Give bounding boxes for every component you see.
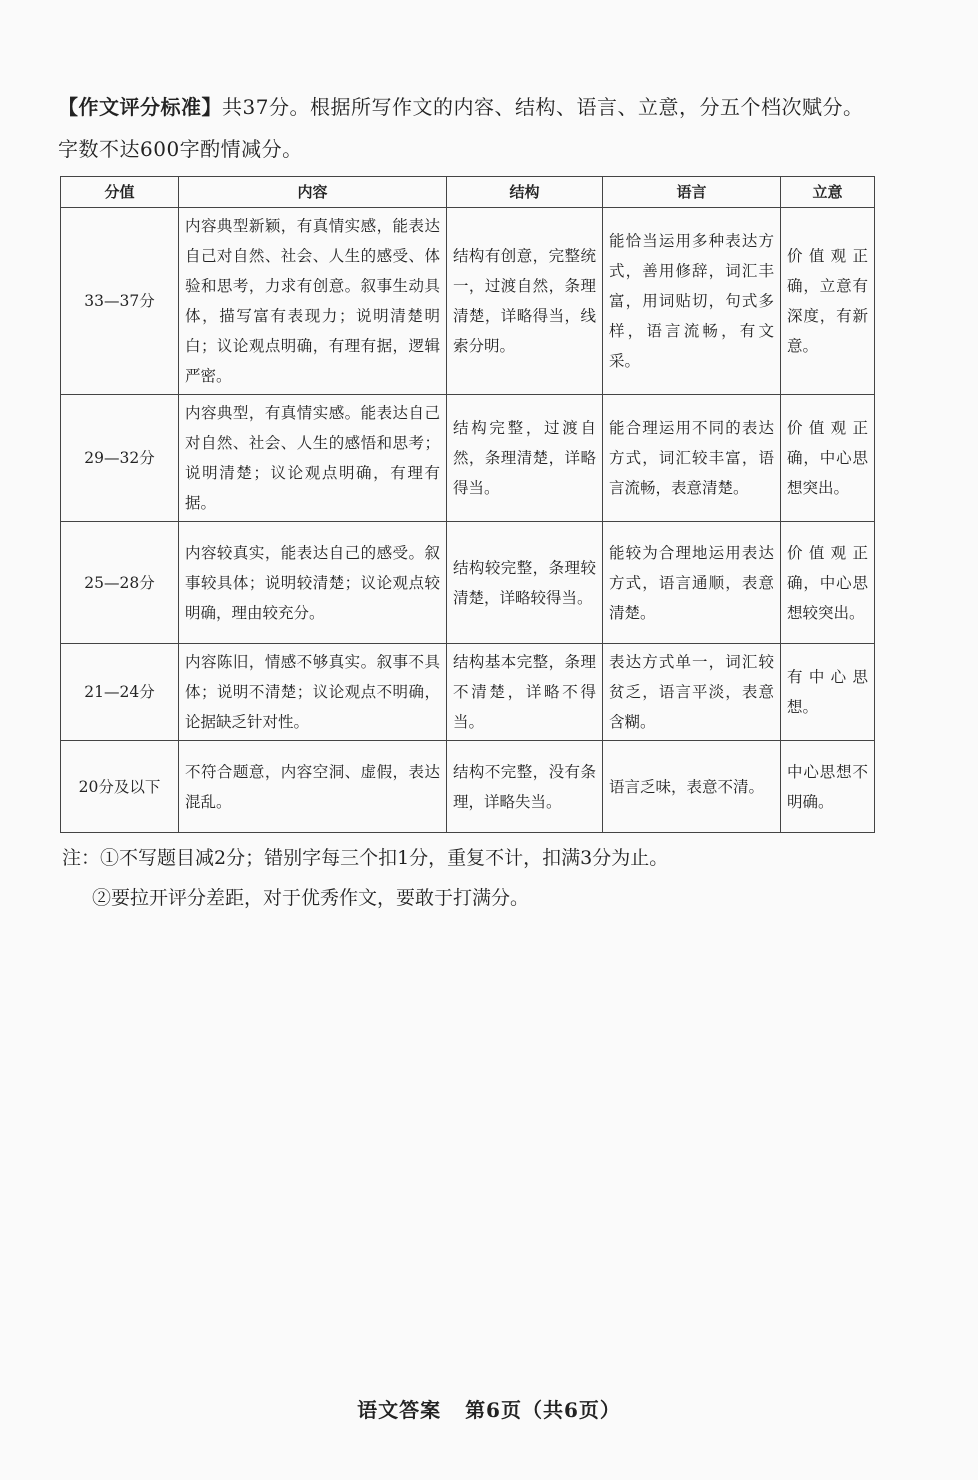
intro-title: 【作文评分标准】 — [58, 95, 222, 119]
row-idea: 价值观正确，中心思想突出。 — [781, 395, 875, 522]
page-footer — [0, 1394, 978, 1423]
row-content: 内容较真实，能表达自己的感受。叙事较具体；说明较清楚；议论观点较明确，理由较充分。 — [179, 522, 447, 644]
footer-subject: 语文答案 — [357, 1398, 442, 1422]
intro-line-1 — [58, 86, 898, 128]
header-content: 内容 — [179, 177, 447, 208]
header-language: 语言 — [603, 177, 781, 208]
row-language: 能合理运用不同的表达方式，词汇较丰富，语言流畅，表意清楚。 — [603, 395, 781, 522]
row-score: 20分及以下 — [61, 741, 179, 833]
row-content: 内容典型新颖，有真情实感，能表达自己对自然、社会、人生的感受、体验和思考，力求有创意。叙事生动具体，描写富有表现力；说明清楚明白；议论观点明确，有理有据，逻辑严密。 — [179, 208, 447, 395]
row-structure: 结构不完整，没有条理，详略失当。 — [447, 741, 603, 833]
header-idea: 立意 — [781, 177, 875, 208]
row-idea: 中心思想不明确。 — [781, 741, 875, 833]
row-idea: 价值观正确，中心思想较突出。 — [781, 522, 875, 644]
row-score: 29—32分 — [61, 395, 179, 522]
scoring-rubric-table — [60, 176, 875, 833]
header-score: 分值 — [61, 177, 179, 208]
row-language: 能较为合理地运用表达方式，语言通顺，表意清楚。 — [603, 522, 781, 644]
row-idea: 价值观正确，立意有深度，有新意。 — [781, 208, 875, 395]
table-row — [61, 522, 875, 644]
notes — [62, 838, 882, 918]
table-header-row — [61, 177, 875, 208]
intro-text-1: 共37分。根据所写作文的内容、结构、语言、立意，分五个档次赋分。 — [222, 95, 864, 119]
row-language: 表达方式单一，词汇较贫乏，语言平淡，表意含糊。 — [603, 644, 781, 741]
note-2: ②要拉开评分差距，对于优秀作文，要敢于打满分。 — [92, 887, 530, 909]
row-score: 33—37分 — [61, 208, 179, 395]
row-structure: 结构较完整，条理较清楚，详略较得当。 — [447, 522, 603, 644]
row-structure: 结构基本完整，条理不清楚，详略不得当。 — [447, 644, 603, 741]
header-structure: 结构 — [447, 177, 603, 208]
row-content: 不符合题意，内容空洞、虚假，表达混乱。 — [179, 741, 447, 833]
row-language: 语言乏味，表意不清。 — [603, 741, 781, 833]
row-score: 25—28分 — [61, 522, 179, 644]
note-1: 注：①不写题目减2分；错别字每三个扣1分，重复不计，扣满3分为止。 — [62, 847, 669, 869]
intro-line-2: 字数不达600字酌情减分。 — [58, 137, 303, 161]
table-row — [61, 208, 875, 395]
row-content: 内容陈旧，情感不够真实。叙事不具体；说明不清楚；议论观点不明确，论据缺乏针对性。 — [179, 644, 447, 741]
row-structure: 结构有创意，完整统一，过渡自然，条理清楚，详略得当，线索分明。 — [447, 208, 603, 395]
row-idea: 有中心思想。 — [781, 644, 875, 741]
table-row — [61, 644, 875, 741]
table-row — [61, 395, 875, 522]
row-content: 内容典型，有真情实感。能表达自己对自然、社会、人生的感悟和思考；说明清楚；议论观点明确，有理有据。 — [179, 395, 447, 522]
footer-page-number: 第6页（共6页） — [465, 1398, 621, 1422]
table-row — [61, 741, 875, 833]
row-structure: 结构完整，过渡自然，条理清楚，详略得当。 — [447, 395, 603, 522]
row-language: 能恰当运用多种表达方式，善用修辞，词汇丰富，用词贴切，句式多样，语言流畅，有文采。 — [603, 208, 781, 395]
row-score: 21—24分 — [61, 644, 179, 741]
scoring-intro — [58, 86, 898, 170]
